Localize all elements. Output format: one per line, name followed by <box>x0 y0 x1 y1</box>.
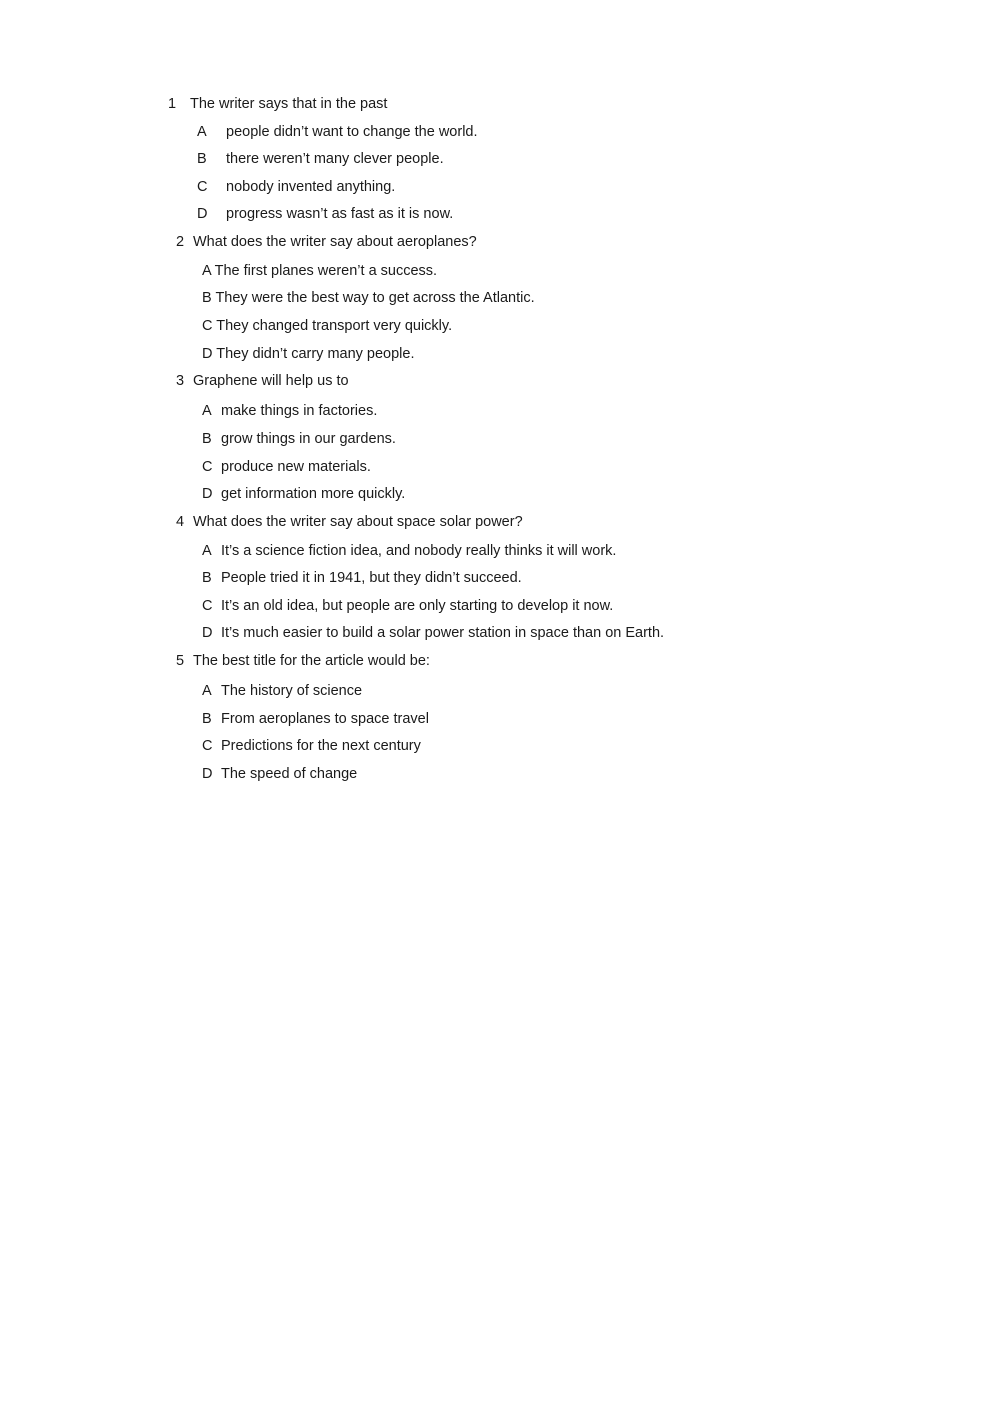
question-number: 4 <box>176 514 185 530</box>
option-letter: C <box>197 179 208 195</box>
option-letter: B <box>202 431 212 447</box>
option-letter: C <box>202 598 213 614</box>
option-text: People tried it in 1941, but they didn’t succeed. <box>221 570 522 586</box>
option-letter: B <box>202 711 212 727</box>
option-text: The speed of change <box>221 766 358 782</box>
option-text: It’s a science fiction idea, and nobody really thinks it will work. <box>221 543 617 559</box>
option-letter: A <box>202 403 212 419</box>
option-letter: A <box>197 124 207 140</box>
option-letter: D <box>202 486 213 502</box>
option-text: get information more quickly. <box>221 486 406 502</box>
option-letter: C <box>202 459 213 475</box>
option-letter: D <box>197 206 208 222</box>
option-text: progress wasn’t as fast as it is now. <box>226 206 454 222</box>
option-text: C They changed transport very quickly. <box>202 318 453 334</box>
question-text: What does the writer say about aeroplanes? <box>193 234 477 250</box>
option-letter: A <box>202 683 212 699</box>
option-letter: B <box>202 570 212 586</box>
option-text: From aeroplanes to space travel <box>221 711 429 727</box>
option-text: It’s an old idea, but people are only starting to develop it now. <box>221 598 614 614</box>
question-text: What does the writer say about space solar power? <box>193 514 523 530</box>
question-text: Graphene will help us to <box>193 373 349 389</box>
option-text: produce new materials. <box>221 459 371 475</box>
option-text: A The first planes weren’t a success. <box>202 263 438 279</box>
question-number: 1 <box>168 96 177 112</box>
option-letter: A <box>202 543 212 559</box>
question-text: The writer says that in the past <box>190 96 388 112</box>
option-letter: D <box>202 625 213 641</box>
question-number: 2 <box>176 234 185 250</box>
option-letter: D <box>202 766 213 782</box>
option-text: It’s much easier to build a solar power station in space than on Earth. <box>221 625 665 641</box>
option-text: B They were the best way to get across the Atlantic. <box>202 290 535 306</box>
question-number: 5 <box>176 653 185 669</box>
option-text: make things in factories. <box>221 403 378 419</box>
option-text: people didn’t want to change the world. <box>226 124 478 140</box>
question-number: 3 <box>176 373 185 389</box>
option-text: The history of science <box>221 683 363 699</box>
question-text: The best title for the article would be: <box>193 653 430 669</box>
option-letter: B <box>197 151 207 167</box>
option-letter: C <box>202 738 213 754</box>
option-text: nobody invented anything. <box>226 179 396 195</box>
option-text: D They didn’t carry many people. <box>202 346 415 362</box>
option-text: grow things in our gardens. <box>221 431 396 447</box>
option-text: Predictions for the next century <box>221 738 421 754</box>
option-text: there weren’t many clever people. <box>226 151 444 167</box>
